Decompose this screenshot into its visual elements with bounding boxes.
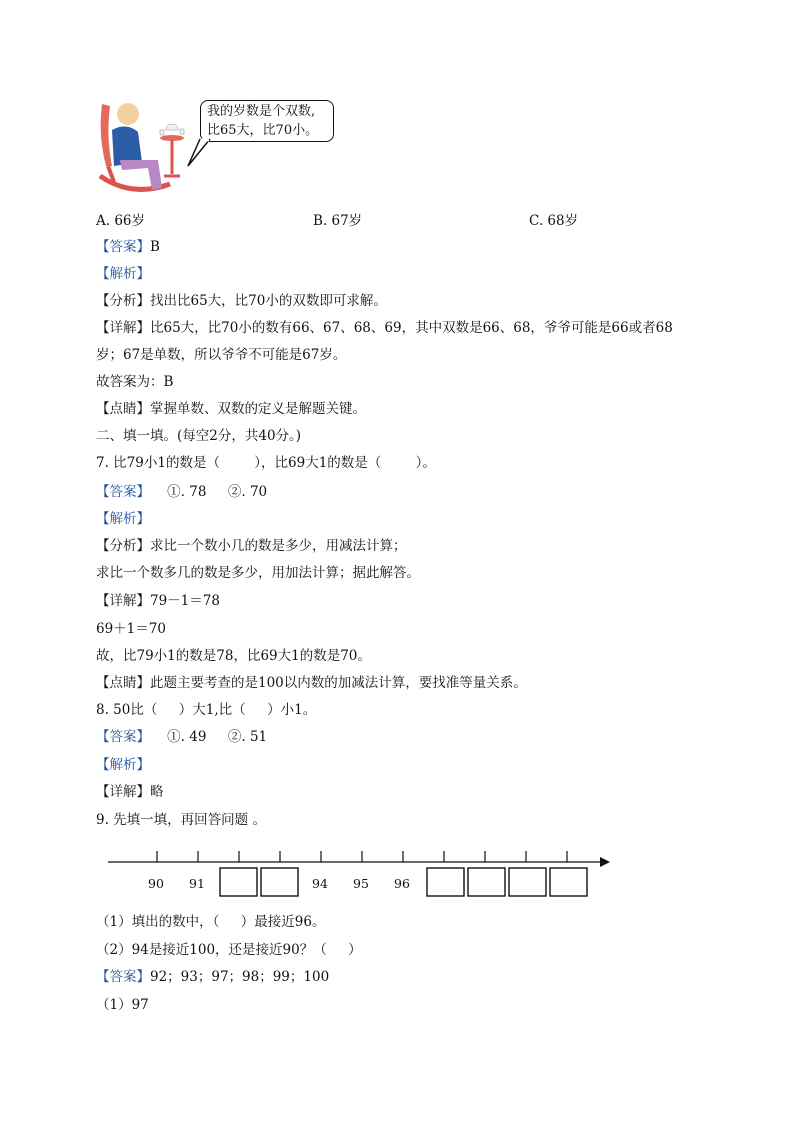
q9-answer [96,967,329,987]
blank-box [468,868,505,896]
speech-line-2: 比65大，比70小。 [207,123,319,138]
number-line-arrow [600,857,610,867]
analysis-tag: 【解析】 [96,757,150,773]
q6-analysis-heading [96,264,150,284]
blank-box [509,868,546,896]
q7-dianjing [96,673,527,693]
label-91: 91 [189,876,205,891]
q7-conclusion: 故，比79小1的数是78，比69大1的数是70。 [96,648,371,664]
q7-calc-2: 69＋1＝70 [96,621,166,637]
xiangjie-tag: 【详解】 [96,593,150,609]
q9-sub-1: （1）填出的数中，（ ）最接近96。 [96,914,326,930]
section-2-heading: 二、填一填。(每空2分，共40分。) [96,428,302,444]
answer-value: 92；93；97；98；99；100 [150,969,330,985]
fenxi-text: 求比一个数小几的数是多少，用减法计算； [150,538,407,554]
blank-box [550,868,587,896]
blank-box [220,868,257,896]
q9-answer-sub-1: （1）97 [96,997,149,1013]
q7-answer [96,482,267,502]
blank-box [261,868,298,896]
label-94: 94 [312,876,328,891]
q6-conclusion: 故答案为：B [96,374,174,390]
speech-line-1: 我的岁数是个双数, [207,104,316,119]
xiangjie-text-1: 比65大，比70小的数有66、67、68、69，其中双数是66、68，爷爷可能是66或者68 [150,320,673,336]
answer-value: ①. 78 ②. 70 [150,484,268,500]
q9-sub-2: （2）94是接近100，还是接近90？（ ） [96,942,362,958]
analysis-tag: 【解析】 [96,511,150,527]
label-90: 90 [148,876,164,891]
answer-tag: 【答案】 [96,729,150,745]
answer-value: B [150,239,160,255]
q8-xiangjie [96,782,164,802]
q6-fenxi [96,291,387,311]
q6-answer [96,237,160,257]
q7-analysis-heading [96,509,150,529]
number-line-ticks [157,851,567,862]
answer-value: ①. 49 ②. 51 [150,729,268,745]
q7-xiangjie [96,591,220,611]
q7-question: 7. 比79小1的数是（ ），比69大1的数是（ ）。 [96,455,436,471]
speech-bubble-tail [186,138,212,168]
q7-fenxi [96,536,407,556]
dianjing-text: 此题主要考查的是100以内数的加减法计算，要找准等量关系。 [150,675,527,691]
xiangjie-tag: 【详解】 [96,784,150,800]
dianjing-text: 掌握单数、双数的定义是解题关键。 [150,401,366,417]
analysis-tag: 【解析】 [96,266,150,282]
q8-analysis-heading [96,755,150,775]
answer-tag: 【答案】 [96,239,150,255]
q6-dianjing [96,399,366,419]
label-96: 96 [394,876,410,891]
fenxi-tag: 【分析】 [96,538,150,554]
xiangjie-tag: 【详解】 [96,320,150,336]
q6-xiangjie-cont: 岁；67是单数，所以爷爷不可能是67岁。 [96,347,347,363]
fenxi-text: 找出比65大，比70小的双数即可求解。 [150,293,387,309]
option-b: B. 67岁 [313,213,363,229]
answer-tag: 【答案】 [96,969,150,985]
option-a: A. 66岁 [96,213,146,229]
q7-fenxi-cont: 求比一个数多几的数是多少，用加法计算；据此解答。 [96,565,420,581]
q8-question: 8. 50比（ ）大1,比（ ）小1。 [96,702,317,718]
answer-tag: 【答案】 [96,484,150,500]
dianjing-tag: 【点睛】 [96,675,150,691]
label-95: 95 [353,876,369,891]
blank-box [427,868,464,896]
speech-bubble [200,100,334,142]
q6-xiangjie [96,318,673,338]
xiangjie-text: 略 [150,784,164,800]
number-line [106,846,616,898]
fenxi-tag: 【分析】 [96,293,150,309]
q8-answer [96,727,267,747]
option-c: C. 68岁 [529,213,579,229]
xiangjie-text: 79－1＝78 [150,593,220,609]
dianjing-tag: 【点睛】 [96,401,150,417]
grandpa-rocking-chair-illustration [92,96,192,200]
q9-question: 9. 先填一填，再回答问题 。 [96,812,266,828]
